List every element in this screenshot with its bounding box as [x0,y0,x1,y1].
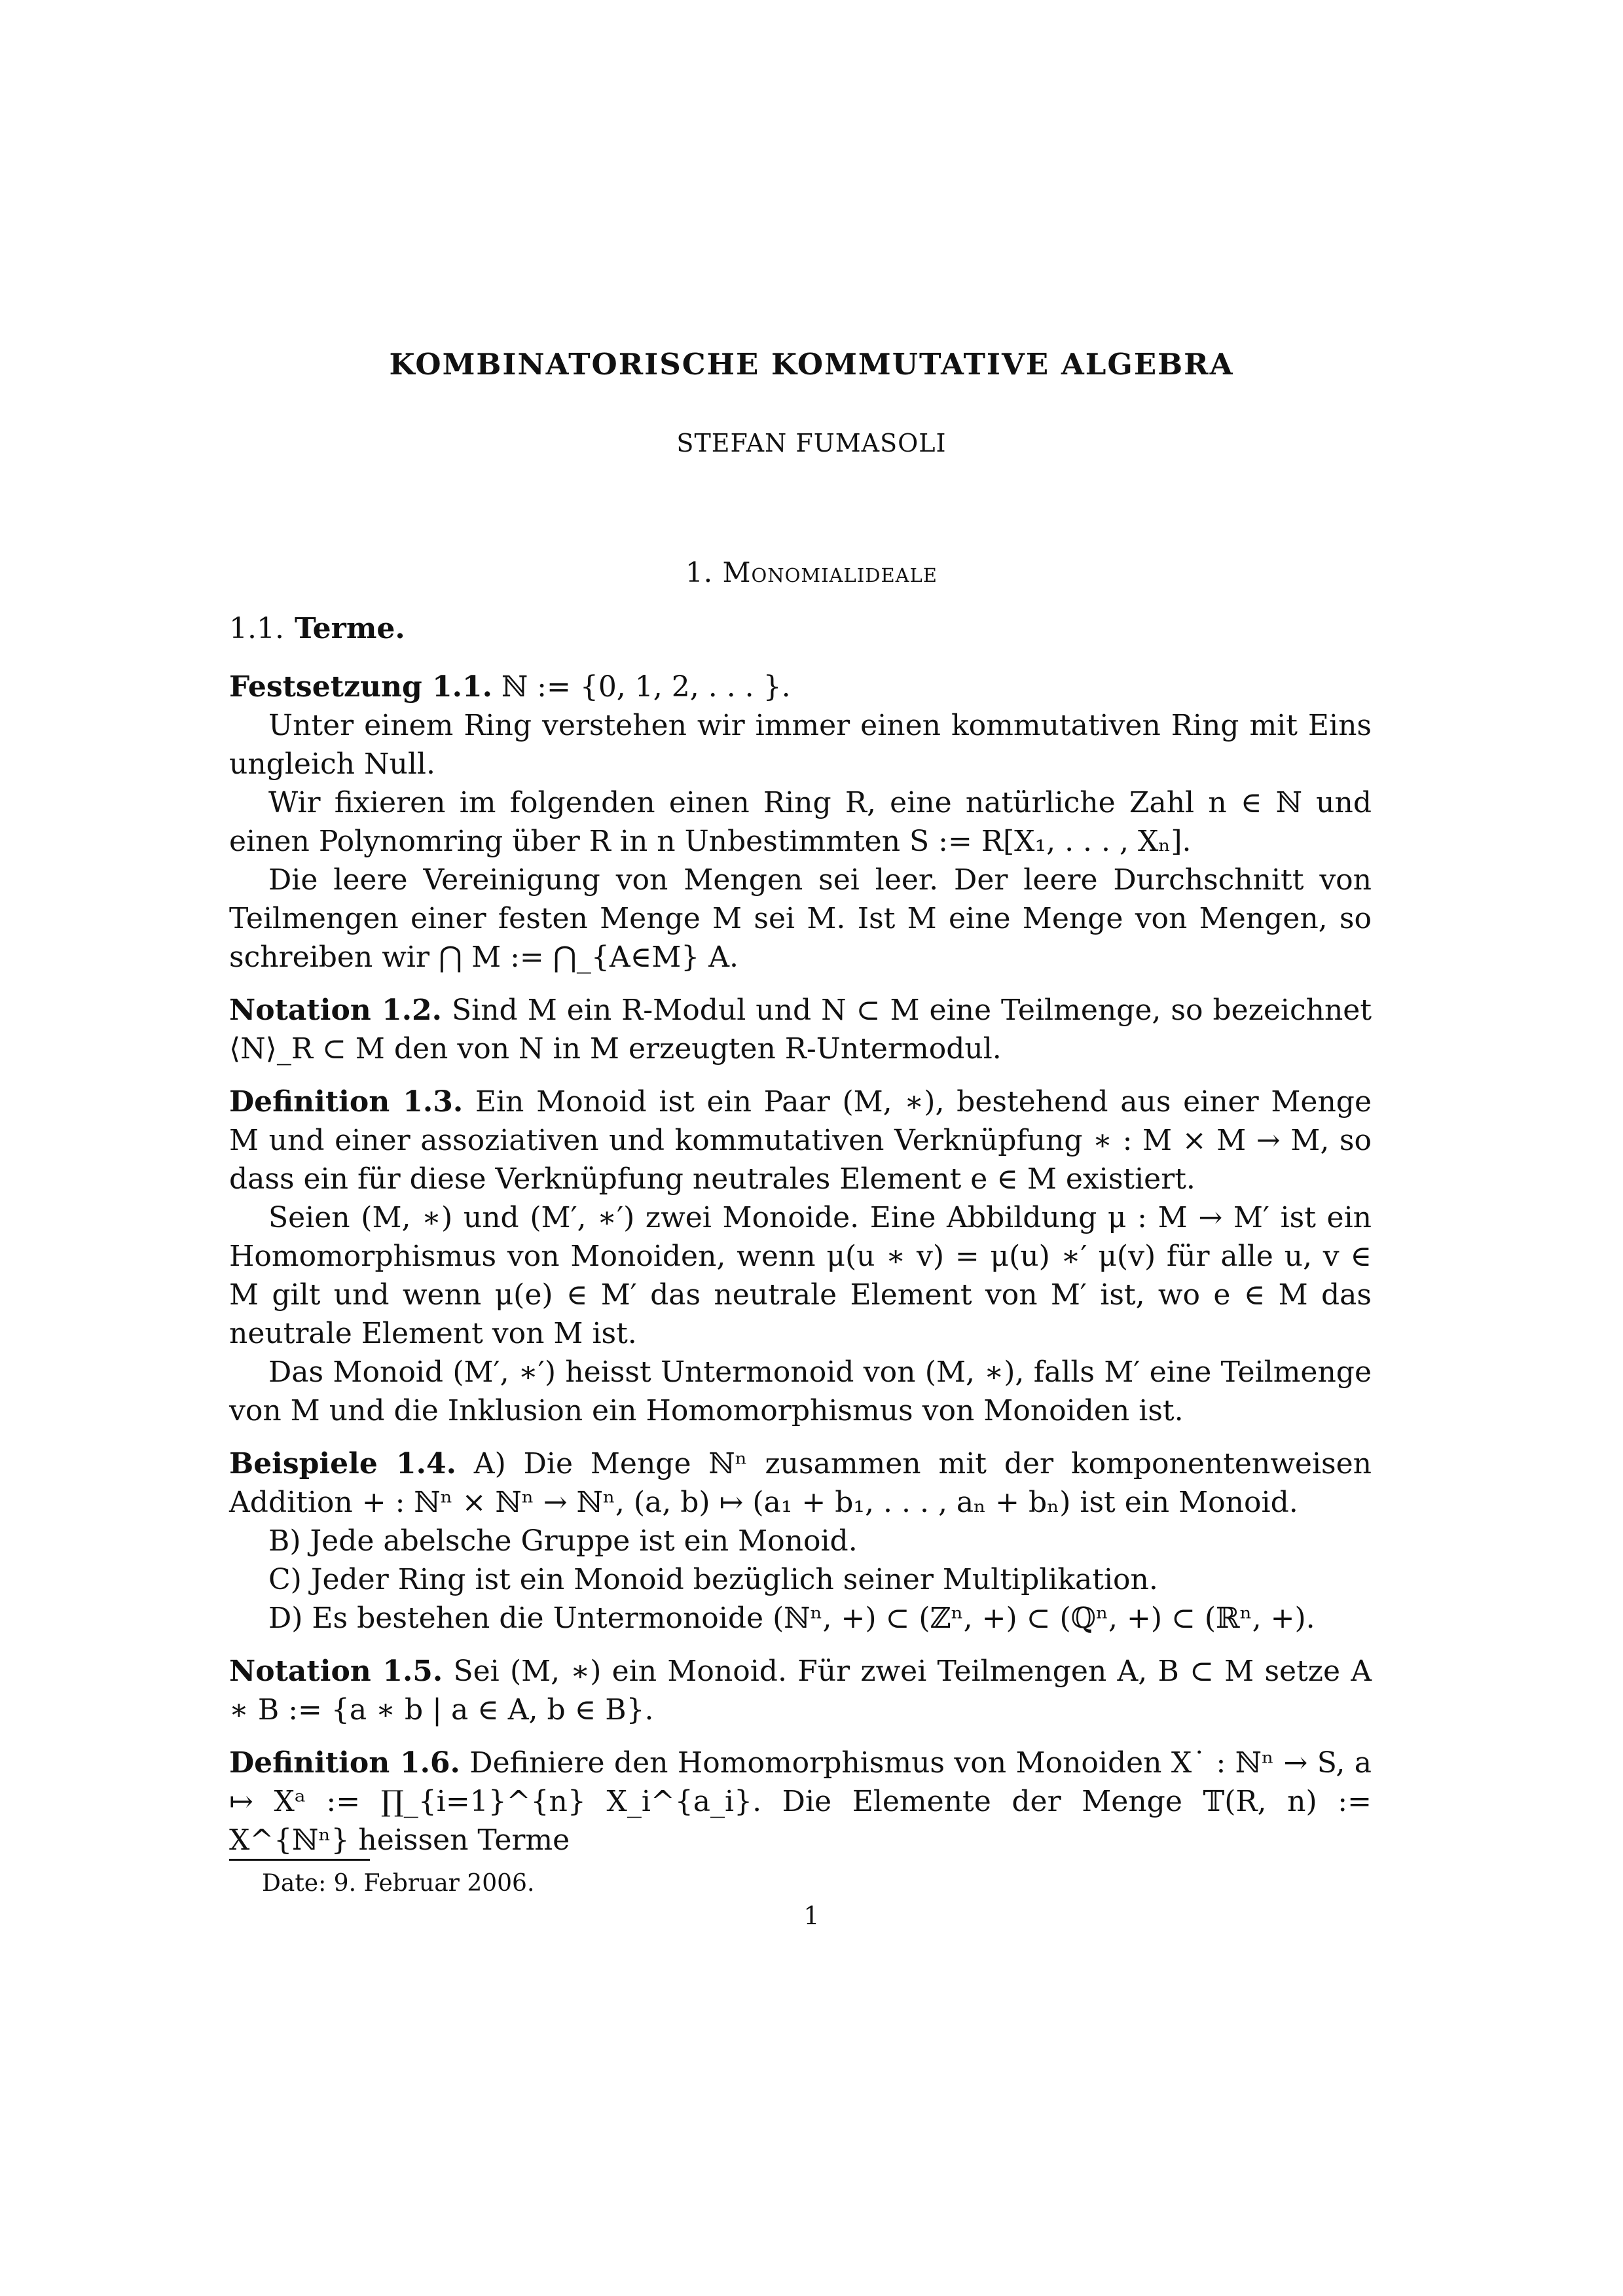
paragraph-text: ℕ := {0, 1, 2, . . . }. [501,670,791,704]
author-name: STEFAN FUMASOLI [676,429,947,457]
paragraph [229,991,1372,1068]
block-definition-1-6 [229,1744,1372,1859]
paragraph [229,1444,1372,1522]
section-title: Monomialideale [722,556,938,588]
paragraph: Wir fixieren im folgenden einen Ring R, eine natürliche Zahl n ∈ ℕ und einen Polynomring über R in n Unbestimmten S := R[X₁, . . . , Xₙ]. [229,786,1372,858]
paragraph-text: Ein Monoid ist ein Paar (M, ∗), bestehend aus einer Menge M und einer assoziativen und kommutativen Verknüpfung ∗ : M × M → M, so dass ein für diese Verknüpfung neutrales Element e ∈ M existiert. [229,1085,1372,1196]
paragraph: Die leere Vereinigung von Mengen sei leer. Der leere Durchschnitt von Teilmengen einer festen Menge M sei M. Ist M eine Menge von Mengen, so schreiben wir ⋂ M := ⋂_{A∈M} A. [229,863,1372,974]
section-number: 1. [685,556,714,588]
block-beispiele-1-4 [229,1444,1372,1638]
block-definition-1-3 [229,1083,1372,1430]
paragraph-text: Definiere den Homomorphismus von Monoiden X˙ : ℕⁿ → S, a ↦ Xᵃ := ∏_{i=1}^{n} X_i^{a_i}. Die Elemente der Menge 𝕋(R, n) := X^{ℕⁿ} heissen Terme [229,1746,1372,1857]
paragraph: Das Monoid (M′, ∗′) heisst Untermonoid von (M, ∗), falls M′ eine Teilmenge von M und die Inklusion ein Homomorphismus von Monoiden ist. [229,1355,1372,1427]
paragraph [229,668,1372,706]
block-festsetzung [229,668,1372,977]
paragraph [229,1744,1372,1859]
paragraph-text: A) Die Menge ℕⁿ zusammen mit der komponentenweisen Addition + : ℕⁿ × ℕⁿ → ℕⁿ, (a, b) ↦ (a₁ + b₁, . . . , aₙ + bₙ) ist ein Monoid. [229,1447,1372,1519]
subsection-heading [229,612,405,645]
footnote-rule [229,1859,370,1861]
paragraph: Unter einem Ring verstehen wir immer einen kommutativen Ring mit Eins ungleich Null. [229,709,1372,781]
paragraph-text: Sei (M, ∗) ein Monoid. Für zwei Teilmengen A, B ⊂ M setze A ∗ B := {a ∗ b | a ∈ A, b ∈ B}. [229,1655,1372,1727]
list-item: B) Jede abelsche Gruppe ist ein Monoid. [268,1524,858,1558]
paragraph [229,1083,1372,1198]
block-notation-1-5 [229,1652,1372,1729]
paper-title: KOMBINATORISCHE KOMMUTATIVE ALGEBRA [389,347,1234,382]
subsection-title: Terme. [294,612,405,645]
block-label: Definition 1.6. [229,1746,460,1780]
footnote-date: Date: 9. Februar 2006. [262,1870,535,1897]
list-item: D) Es bestehen die Untermonoide (ℕⁿ, +) ⊂ (ℤⁿ, +) ⊂ (ℚⁿ, +) ⊂ (ℝⁿ, +). [268,1602,1315,1635]
block-label: Beispiele 1.4. [229,1447,456,1480]
paragraph [229,1652,1372,1729]
block-label: Notation 1.2. [229,994,442,1027]
block-label: Notation 1.5. [229,1655,443,1688]
section-heading [0,556,1623,588]
block-label: Definition 1.3. [229,1085,464,1119]
paragraph-text: Sind M ein R-Modul und N ⊂ M eine Teilmenge, so bezeichnet ⟨N⟩_R ⊂ M den von N in M erzeugten R-Untermodul. [229,994,1372,1066]
body-text [229,668,1372,1874]
subsection-number: 1.1. [229,612,284,645]
block-label: Festsetzung 1.1. [229,670,492,704]
block-notation-1-2 [229,991,1372,1068]
list-item: C) Jeder Ring ist ein Monoid bezüglich seiner Multiplikation. [268,1563,1158,1596]
page-number: 1 [803,1901,820,1930]
paragraph: Seien (M, ∗) und (M′, ∗′) zwei Monoide. Eine Abbildung μ : M → M′ ist ein Homomorphismus von Monoiden, wenn μ(u ∗ v) = μ(u) ∗′ μ(v) für alle u, v ∈ M gilt und wenn μ(e) ∈ M′ das neutrale Element von M′ ist, wo e ∈ M das neutrale Element von M ist. [229,1201,1372,1350]
